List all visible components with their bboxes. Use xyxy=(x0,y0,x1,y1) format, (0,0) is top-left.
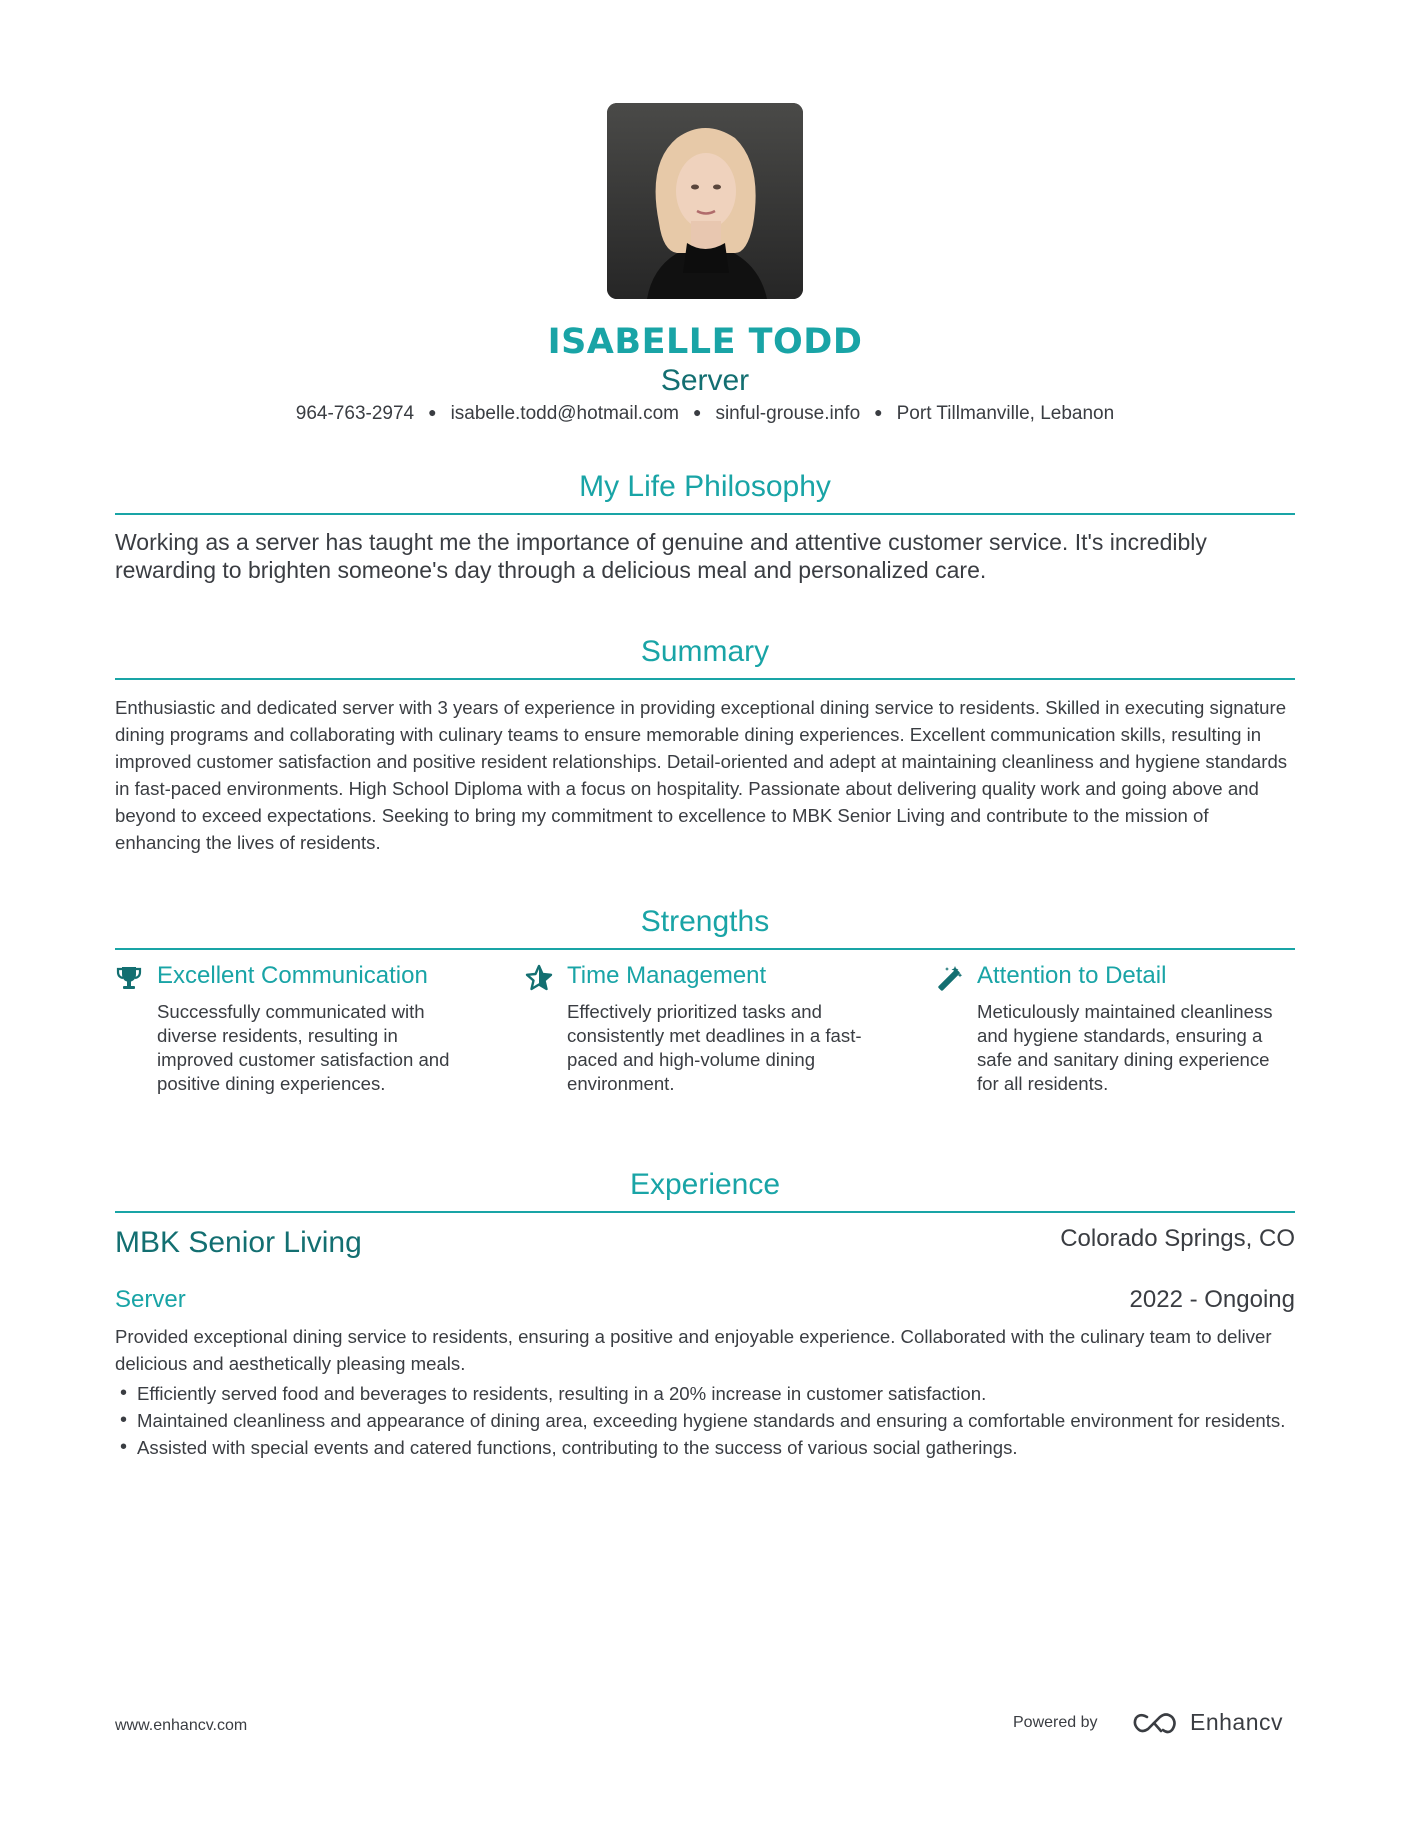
magic-wand-icon xyxy=(935,964,963,992)
strength-description: Effectively prioritized tasks and consistently met deadlines in a fast-paced and high-volume dining environment. xyxy=(567,1001,862,1094)
experience-description: Provided exceptional dining service to residents, ensuring a positive and enjoyable experience. Collaborated with the culinary team to deliver delicious and aesthetically pleasing meals. xyxy=(115,1326,1272,1374)
experience-heading: Experience xyxy=(629,1168,781,1201)
philosophy-heading: My Life Philosophy xyxy=(579,470,831,503)
separator-dot: ● xyxy=(428,404,437,420)
experience-dates: 2022 - Ongoing xyxy=(1129,1286,1295,1313)
summary-heading: Summary xyxy=(640,635,770,668)
experience-bullets xyxy=(115,1380,1295,1461)
contact-line xyxy=(115,403,1295,425)
resume-page xyxy=(115,0,1295,1826)
strengths-heading: Strengths xyxy=(640,905,770,938)
separator-dot: ● xyxy=(874,404,883,420)
experience-company: MBK Senior Living xyxy=(115,1226,362,1259)
contact-location: Port Tillmanville, Lebanon xyxy=(896,403,1115,424)
contact-website[interactable]: sinful-grouse.info xyxy=(715,403,861,424)
section-divider xyxy=(115,513,1295,515)
footer-url[interactable]: www.enhancv.com xyxy=(115,1717,248,1734)
separator-dot: ● xyxy=(692,404,702,420)
profile-photo-image xyxy=(607,103,803,299)
brand-name: Enhancv xyxy=(1190,1709,1284,1735)
section-divider xyxy=(115,948,1295,950)
experience-role: Server xyxy=(115,1286,186,1313)
strength-title: Excellent Communication xyxy=(157,962,428,989)
enhancv-logo-icon xyxy=(1130,1709,1180,1739)
powered-by-label: Powered by xyxy=(1013,1714,1098,1731)
strength-description: Meticulously maintained cleanliness and hygiene standards, ensuring a safe and sanitary dining experience for all residents. xyxy=(977,1001,1273,1094)
strength-title: Attention to Detail xyxy=(977,962,1167,989)
list-item: • Efficiently served food and beverages to residents, resulting in a 20% increase in customer satisfaction. xyxy=(115,1380,1295,1407)
strength-description: Successfully communicated with diverse residents, resulting in improved customer satisfaction and positive dining experiences. xyxy=(157,1001,450,1094)
philosophy-text: Working as a server has taught me the importance of genuine and attentive customer service. It's incredibly rewarding to brighten someone's day through a delicious meal and personalized care. xyxy=(115,529,1207,583)
section-divider xyxy=(115,678,1295,680)
profile-photo xyxy=(607,103,803,299)
contact-email[interactable]: isabelle.todd@hotmail.com xyxy=(450,403,679,424)
strength-title: Time Management xyxy=(567,962,767,989)
trophy-icon xyxy=(115,964,143,992)
section-divider xyxy=(115,1211,1295,1213)
candidate-title: Server xyxy=(660,364,750,397)
summary-text: Enthusiastic and dedicated server with 3 years of experience in providing exceptional dining service to residents. Skilled in executing signature dining programs and collaborating with culinary teams to ensure memorable dining experiences. Excellent communication skills, resulting in improved customer satisfaction and positive resident relationships. Detail-oriented and adept at maintaining cleanliness and hygiene standards in fast-paced environments. High School Diploma with a focus on hospitality. Passionate about delivering quality work and going above and beyond to exceed expectations. Seeking to bring my commitment to excellence to MBK Senior Living and contribute to the mission of enhancing the lives of residents. xyxy=(115,697,1288,853)
list-item: • Maintained cleanliness and appearance of dining area, exceeding hygiene standards and ensuring a comfortable environment for residents. xyxy=(115,1407,1295,1434)
list-item: • Assisted with special events and catered functions, contributing to the success of various social gatherings. xyxy=(115,1434,1295,1461)
candidate-name: ISABELLE TODD xyxy=(547,322,863,362)
contact-phone[interactable]: 964-763-2974 xyxy=(295,403,415,424)
star-icon xyxy=(525,964,553,992)
experience-location: Colorado Springs, CO xyxy=(1060,1225,1295,1252)
